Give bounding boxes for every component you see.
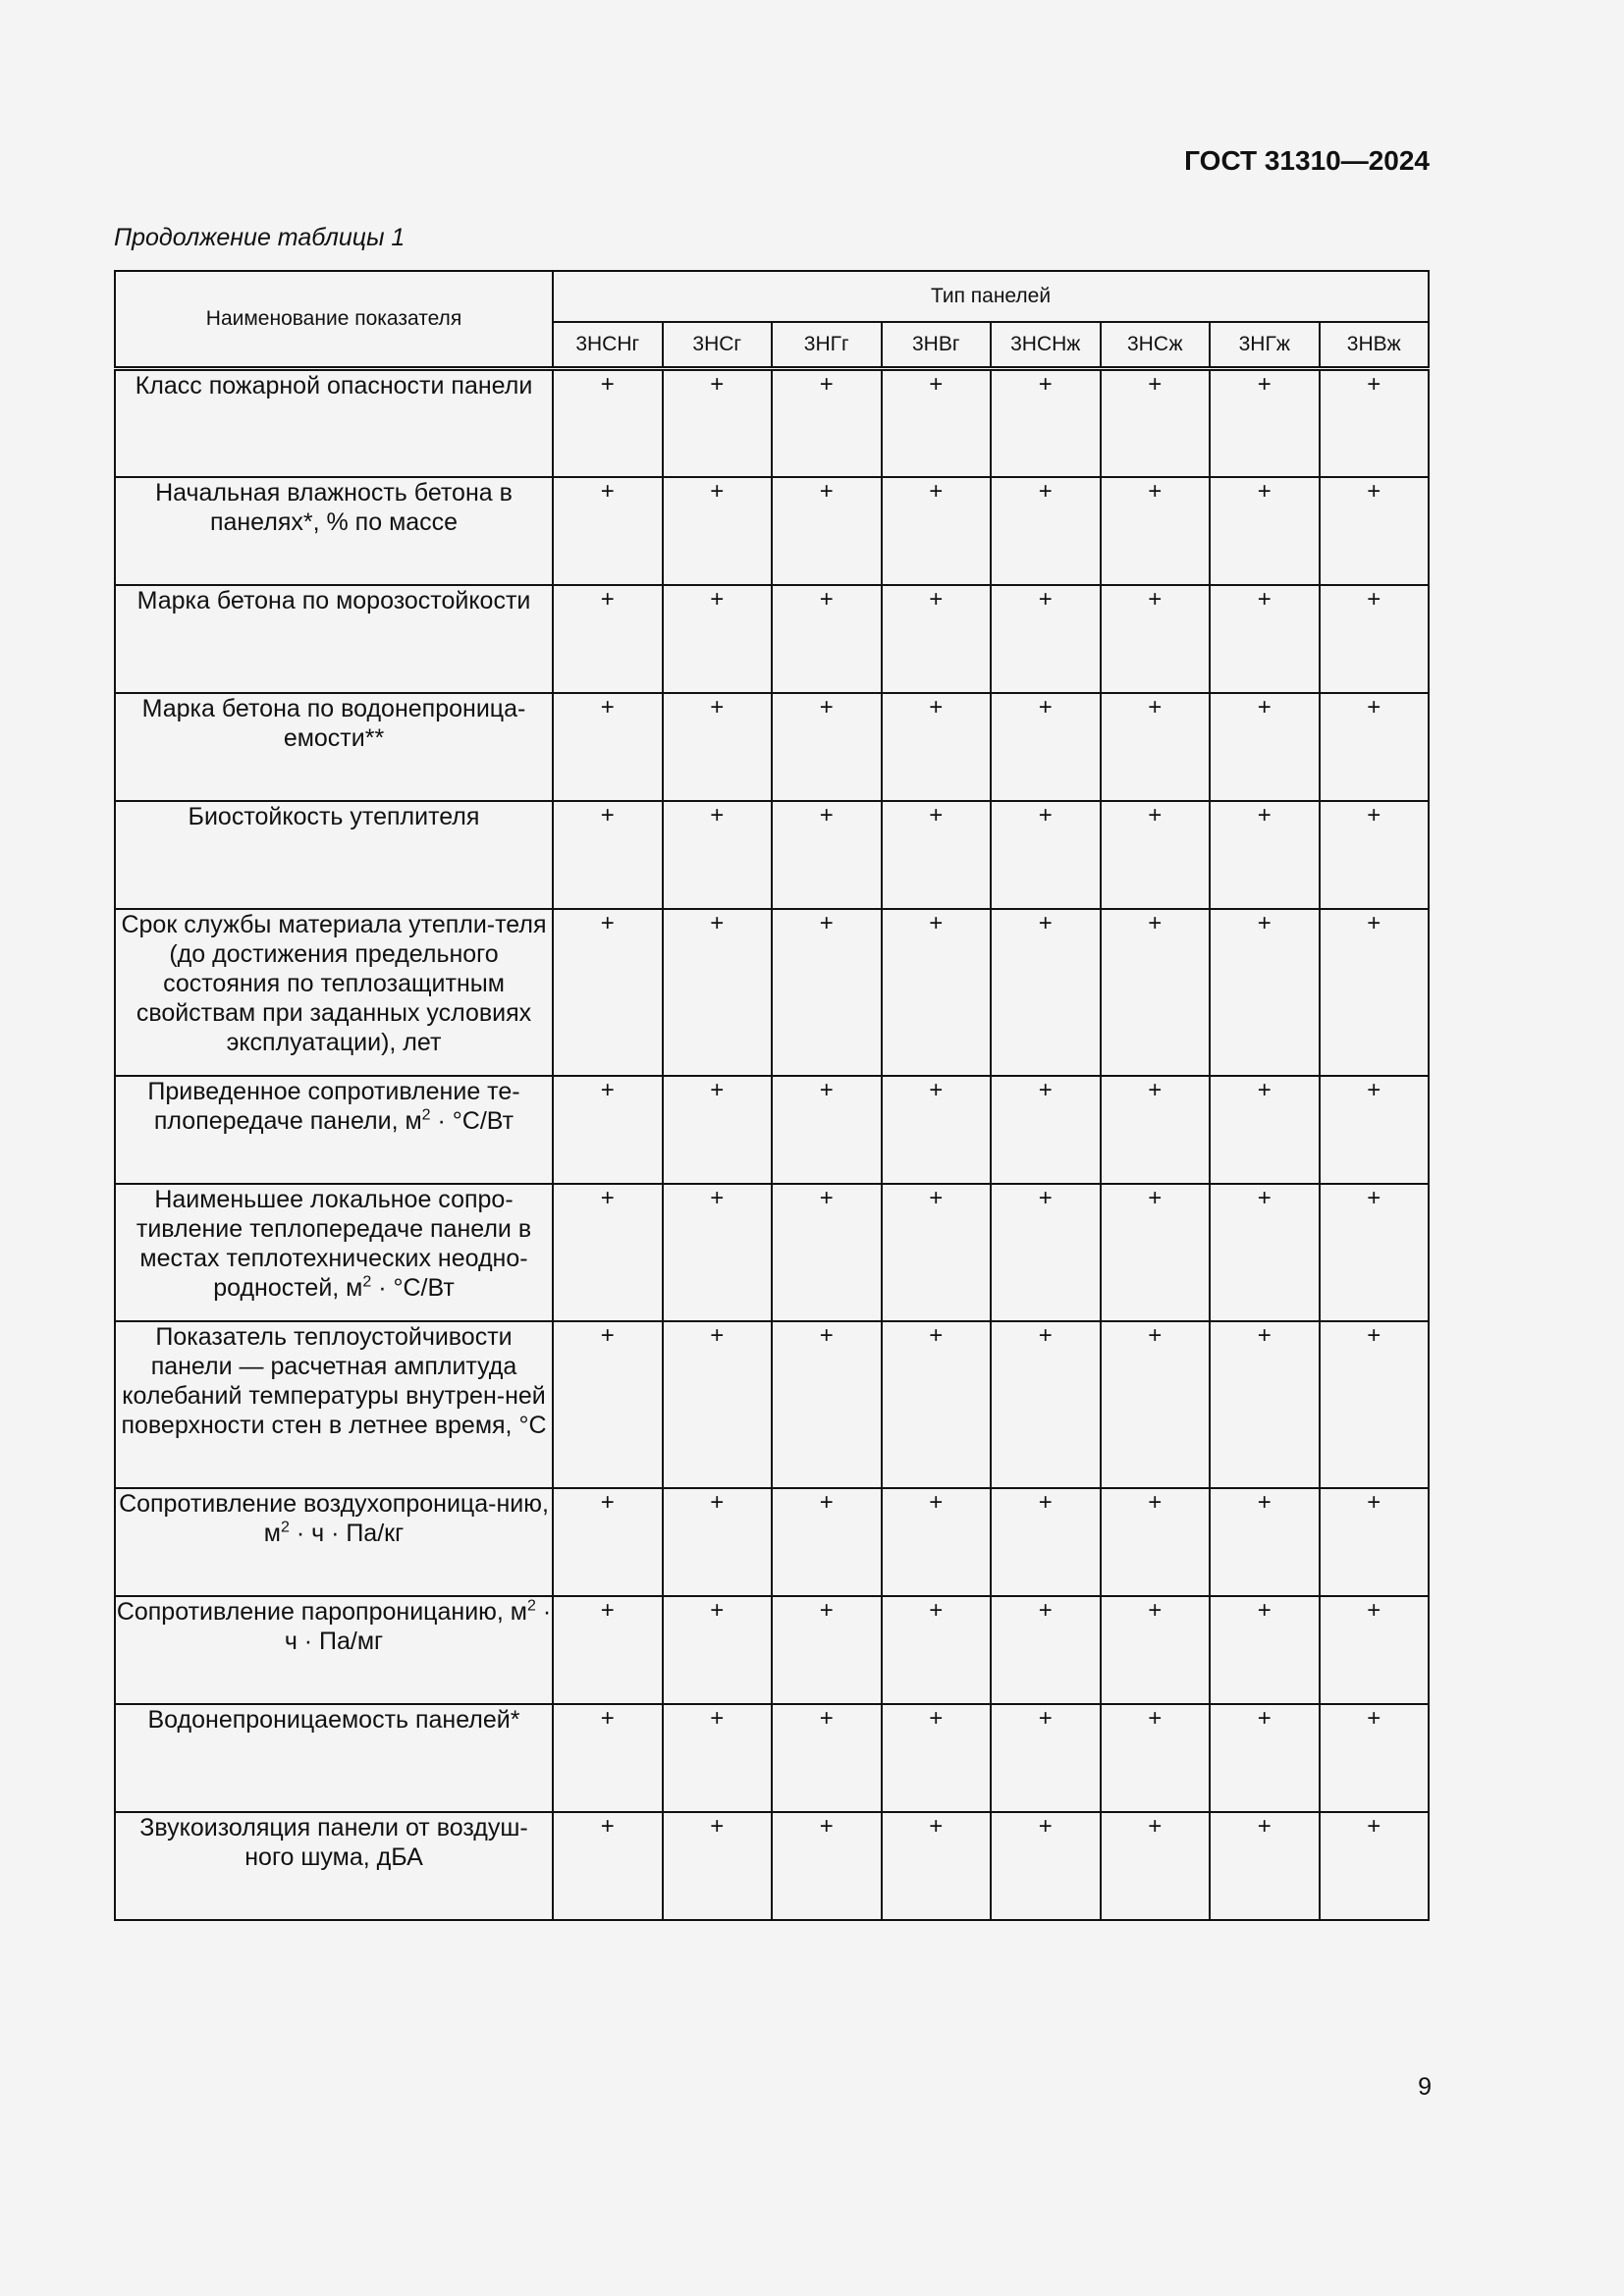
indicator-name-text: Сопротивление паропроницанию, м [116, 1597, 527, 1626]
unit-text: · °C/Вт [371, 1273, 455, 1302]
applicability-mark: + [1210, 585, 1320, 693]
panel-type-column-header: 3НГг [772, 322, 882, 369]
applicability-mark: + [1210, 801, 1320, 909]
indicator-name-cell: Водонепроницаемость панелей* [115, 1704, 553, 1812]
applicability-mark: + [772, 693, 882, 801]
applicability-mark: + [1320, 1704, 1430, 1812]
applicability-mark: + [1320, 909, 1430, 1076]
table-caption: Продолжение таблицы 1 [114, 224, 406, 251]
table-row [115, 585, 1429, 693]
applicability-mark: + [1101, 1812, 1211, 1920]
table-row [115, 369, 1429, 477]
applicability-mark: + [663, 1321, 773, 1488]
applicability-mark: + [991, 693, 1101, 801]
applicability-mark: + [772, 1321, 882, 1488]
applicability-mark: + [663, 1076, 773, 1184]
indicator-name-cell [115, 1076, 553, 1184]
applicability-mark: + [1101, 1184, 1211, 1321]
applicability-mark: + [1210, 693, 1320, 801]
applicability-mark: + [991, 909, 1101, 1076]
applicability-mark: + [663, 369, 773, 477]
table-row [115, 1076, 1429, 1184]
unit-exponent: 2 [280, 1519, 290, 1536]
applicability-mark: + [553, 1321, 663, 1488]
applicability-mark: + [1101, 1704, 1211, 1812]
indicator-name-header: Наименование показателя [115, 271, 553, 369]
applicability-mark: + [663, 1488, 773, 1596]
applicability-mark: + [663, 909, 773, 1076]
indicator-name-cell [115, 1488, 553, 1596]
table-row [115, 693, 1429, 801]
applicability-mark: + [1210, 1488, 1320, 1596]
applicability-mark: + [882, 1488, 992, 1596]
applicability-mark: + [991, 1812, 1101, 1920]
applicability-mark: + [991, 1184, 1101, 1321]
indicator-name-cell: Марка бетона по водонепроница-емости** [115, 693, 553, 801]
indicator-name-text: Сопротивление воздухопроница-нию, м [119, 1489, 549, 1547]
panel-type-column-header: 3НВг [882, 322, 992, 369]
applicability-mark: + [991, 1488, 1101, 1596]
indicator-name-cell [115, 1596, 553, 1704]
indicator-name-cell: Показатель теплоустойчивости панели — расчетная амплитуда колебаний температуры внутрен-ней поверхности стен в летнее время, °C [115, 1321, 553, 1488]
applicability-mark: + [1320, 1812, 1430, 1920]
applicability-mark: + [991, 369, 1101, 477]
applicability-mark: + [663, 1704, 773, 1812]
indicator-name-cell: Класс пожарной опасности панели [115, 369, 553, 477]
applicability-mark: + [882, 477, 992, 585]
applicability-mark: + [772, 585, 882, 693]
applicability-mark: + [882, 1812, 992, 1920]
applicability-mark: + [772, 477, 882, 585]
table-row [115, 1704, 1429, 1812]
unit-exponent: 2 [421, 1106, 431, 1124]
applicability-mark: + [1320, 1321, 1430, 1488]
indicators-table [114, 270, 1430, 1921]
applicability-mark: + [1320, 369, 1430, 477]
table-row [115, 1321, 1429, 1488]
unit-exponent: 2 [362, 1273, 372, 1291]
applicability-mark: + [991, 1596, 1101, 1704]
applicability-mark: + [1101, 1076, 1211, 1184]
applicability-mark: + [991, 477, 1101, 585]
applicability-mark: + [663, 693, 773, 801]
unit-exponent: 2 [527, 1597, 536, 1615]
applicability-mark: + [991, 1704, 1101, 1812]
applicability-mark: + [1210, 1321, 1320, 1488]
applicability-mark: + [772, 1596, 882, 1704]
table-row [115, 1488, 1429, 1596]
applicability-mark: + [772, 369, 882, 477]
panel-type-header: Тип панелей [553, 271, 1429, 322]
applicability-mark: + [1210, 1184, 1320, 1321]
applicability-mark: + [882, 693, 992, 801]
page-number: 9 [1418, 2073, 1432, 2101]
indicator-name-cell: Звукоизоляция панели от воздуш-ного шума, дБА [115, 1812, 553, 1920]
panel-type-column-header: 3НСг [663, 322, 773, 369]
applicability-mark: + [1210, 1704, 1320, 1812]
applicability-mark: + [1101, 909, 1211, 1076]
applicability-mark: + [553, 1812, 663, 1920]
indicator-name-text: Наименьшее локальное сопро-тивление теплопередаче панели в местах теплотехнических неодно-родностей, м [135, 1185, 532, 1302]
applicability-mark: + [882, 909, 992, 1076]
applicability-mark: + [1320, 477, 1430, 585]
applicability-mark: + [882, 585, 992, 693]
applicability-mark: + [1320, 693, 1430, 801]
applicability-mark: + [1320, 1184, 1430, 1321]
applicability-mark: + [1101, 801, 1211, 909]
panel-type-column-header: 3НГж [1210, 322, 1320, 369]
indicator-name-cell: Биостойкость утеплителя [115, 801, 553, 909]
applicability-mark: + [1210, 1076, 1320, 1184]
document-code: ГОСТ 31310—2024 [1184, 145, 1430, 176]
unit-text: · ч · Па/кг [289, 1519, 405, 1547]
table-row [115, 1596, 1429, 1704]
panel-type-column-header: 3НСж [1101, 322, 1211, 369]
applicability-mark: + [663, 1812, 773, 1920]
applicability-mark: + [1101, 477, 1211, 585]
applicability-mark: + [553, 909, 663, 1076]
applicability-mark: + [663, 585, 773, 693]
applicability-mark: + [1320, 1596, 1430, 1704]
applicability-mark: + [663, 1184, 773, 1321]
applicability-mark: + [1101, 1488, 1211, 1596]
applicability-mark: + [553, 585, 663, 693]
applicability-mark: + [1320, 801, 1430, 909]
applicability-mark: + [1320, 1076, 1430, 1184]
panel-type-column-header: 3НСНг [553, 322, 663, 369]
table-body [115, 369, 1429, 1920]
applicability-mark: + [1210, 909, 1320, 1076]
table-row [115, 1812, 1429, 1920]
unit-text: · ч · Па/мг [284, 1597, 552, 1655]
applicability-mark: + [1210, 1596, 1320, 1704]
applicability-mark: + [1320, 1488, 1430, 1596]
applicability-mark: + [882, 369, 992, 477]
indicator-name-text: Приведенное сопротивление те-плопередаче панели, м [147, 1077, 520, 1135]
applicability-mark: + [882, 1596, 992, 1704]
applicability-mark: + [1101, 1321, 1211, 1488]
applicability-mark: + [882, 1704, 992, 1812]
applicability-mark: + [1101, 369, 1211, 477]
applicability-mark: + [1101, 693, 1211, 801]
applicability-mark: + [1210, 1812, 1320, 1920]
indicator-name-cell: Начальная влажность бетона в панелях*, % по массе [115, 477, 553, 585]
applicability-mark: + [772, 1184, 882, 1321]
applicability-mark: + [663, 1596, 773, 1704]
applicability-mark: + [663, 477, 773, 585]
applicability-mark: + [772, 801, 882, 909]
applicability-mark: + [553, 1704, 663, 1812]
applicability-mark: + [772, 1076, 882, 1184]
applicability-mark: + [991, 585, 1101, 693]
applicability-mark: + [553, 369, 663, 477]
indicator-name-cell [115, 1184, 553, 1321]
unit-text: · °C/Вт [430, 1106, 514, 1135]
applicability-mark: + [553, 1076, 663, 1184]
applicability-mark: + [991, 1321, 1101, 1488]
applicability-mark: + [772, 909, 882, 1076]
applicability-mark: + [882, 1184, 992, 1321]
panel-type-column-header: 3НСНж [991, 322, 1101, 369]
applicability-mark: + [882, 1321, 992, 1488]
applicability-mark: + [553, 1184, 663, 1321]
applicability-mark: + [882, 1076, 992, 1184]
applicability-mark: + [553, 801, 663, 909]
applicability-mark: + [1210, 477, 1320, 585]
table-row [115, 909, 1429, 1076]
table-row [115, 801, 1429, 909]
applicability-mark: + [553, 1596, 663, 1704]
applicability-mark: + [553, 1488, 663, 1596]
applicability-mark: + [772, 1812, 882, 1920]
applicability-mark: + [772, 1704, 882, 1812]
applicability-mark: + [553, 693, 663, 801]
applicability-mark: + [553, 477, 663, 585]
applicability-mark: + [1320, 585, 1430, 693]
applicability-mark: + [1101, 585, 1211, 693]
applicability-mark: + [663, 801, 773, 909]
indicator-name-cell: Срок службы материала утепли-теля (до достижения предельного состояния по теплозащитным свойствам при заданных условиях эксплуатации), лет [115, 909, 553, 1076]
indicator-name-cell: Марка бетона по морозостойкости [115, 585, 553, 693]
applicability-mark: + [991, 801, 1101, 909]
table-row [115, 477, 1429, 585]
applicability-mark: + [991, 1076, 1101, 1184]
applicability-mark: + [772, 1488, 882, 1596]
applicability-mark: + [882, 801, 992, 909]
table-row [115, 1184, 1429, 1321]
applicability-mark: + [1101, 1596, 1211, 1704]
panel-type-column-header: 3НВж [1320, 322, 1430, 369]
applicability-mark: + [1210, 369, 1320, 477]
